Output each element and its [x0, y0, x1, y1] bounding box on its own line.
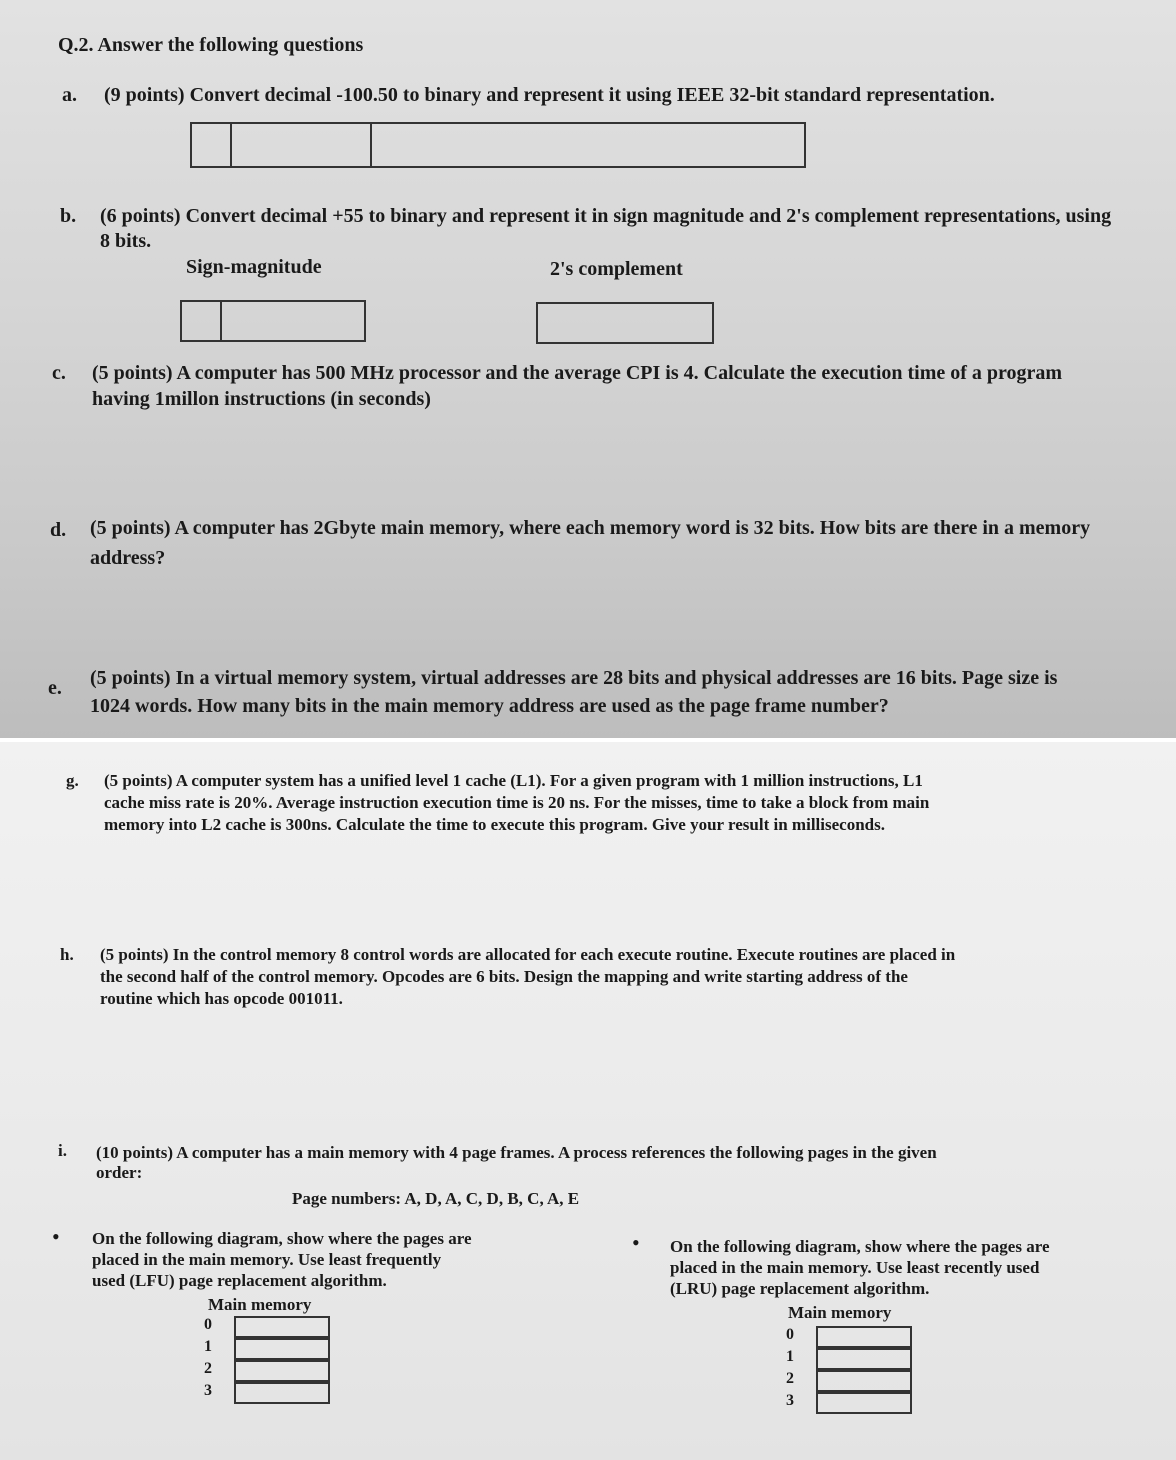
question-d-line2: address?	[90, 547, 166, 569]
question-e-line1: (5 points) In a virtual memory system, virtual addresses are 28 bits and physical addresses are 16 bits. Page size is	[90, 667, 1058, 689]
question-g-line2: cache miss rate is 20%. Average instruction execution time is 20 ns. For the misses, time to take a block from main	[104, 793, 930, 812]
lru-main-memory-title: Main memory	[788, 1303, 892, 1322]
question-g-line3: memory into L2 cache is 300ns. Calculate the time to execute this program. Give your result in milliseconds.	[104, 815, 885, 834]
sign-magnitude-label: Sign-magnitude	[186, 256, 322, 278]
page-numbers-sequence: Page numbers: A, D, A, C, D, B, C, A, E	[292, 1189, 580, 1208]
lfu-line1: On the following diagram, show where the pages are	[92, 1229, 472, 1248]
lfu-frame-index-1: 1	[204, 1338, 212, 1355]
question-d-letter: d.	[50, 519, 67, 541]
sign-bit-cell[interactable]	[182, 302, 222, 340]
lru-bullet: •	[632, 1230, 640, 1255]
ieee-sign-cell[interactable]	[192, 124, 232, 166]
lfu-frame-index-3: 3	[204, 1382, 212, 1399]
sign-magnitude-box[interactable]	[180, 300, 366, 342]
question-h-line2: the second half of the control memory. Opcodes are 6 bits. Design the mapping and write starting address of the	[100, 967, 908, 986]
question-a-text: (9 points) Convert decimal -100.50 to binary and represent it using IEEE 32-bit standard representation.	[104, 84, 995, 106]
question-h-line3: routine which has opcode 001011.	[100, 989, 343, 1008]
question-c-line2: having 1millon instructions (in seconds)	[92, 388, 431, 410]
question-e-letter: e.	[48, 677, 62, 699]
ieee-exponent-cell[interactable]	[230, 124, 372, 166]
lfu-bullet: •	[52, 1224, 60, 1249]
question-b-line2: 8 bits.	[100, 230, 152, 252]
question-d-line1: (5 points) A computer has 2Gbyte main memory, where each memory word is 32 bits. How bits are there in a memory	[90, 517, 1091, 539]
question-g-letter: g.	[66, 771, 79, 790]
lfu-frame-index-0: 0	[204, 1316, 212, 1333]
lru-frame-slot-2[interactable]	[816, 1370, 912, 1392]
lru-frame-slot-1[interactable]	[816, 1348, 912, 1370]
lfu-line3: used (LFU) page replacement algorithm.	[92, 1271, 387, 1290]
question-h-letter: h.	[60, 945, 74, 964]
question-i-letter: i.	[58, 1141, 67, 1160]
question-b-line1: (6 points) Convert decimal +55 to binary and represent it in sign magnitude and 2's complement representations, using	[100, 205, 1112, 227]
lru-frame-index-3: 3	[786, 1392, 794, 1409]
question-e-line2: 1024 words. How many bits in the main memory address are used as the page frame number?	[90, 695, 889, 717]
lfu-frame-index-2: 2	[204, 1360, 212, 1377]
lru-line3: (LRU) page replacement algorithm.	[670, 1279, 930, 1298]
ieee-answer-box[interactable]	[190, 122, 806, 168]
question-c-line1: (5 points) A computer has 500 MHz processor and the average CPI is 4. Calculate the execution time of a program	[92, 362, 1063, 384]
question-b-letter: b.	[60, 205, 77, 227]
question-h-line1: (5 points) In the control memory 8 control words are allocated for each execute routine. Execute routines are placed in	[100, 945, 956, 964]
question-a-letter: a.	[62, 84, 77, 106]
question-g-line1: (5 points) A computer system has a unified level 1 cache (L1). For a given program with 1 million instructions, L1	[104, 771, 923, 790]
lfu-line2: placed in the main memory. Use least frequently	[92, 1250, 442, 1269]
lru-line2: placed in the main memory. Use least recently used	[670, 1258, 1040, 1277]
lru-frame-index-0: 0	[786, 1326, 794, 1343]
lfu-main-memory-title: Main memory	[208, 1295, 312, 1314]
lru-frame-slot-0[interactable]	[816, 1326, 912, 1348]
question-i-line2: order:	[96, 1163, 143, 1182]
lru-frame-slot-3[interactable]	[816, 1392, 912, 1414]
twos-complement-label: 2's complement	[550, 258, 683, 280]
exam-photo-bottom	[0, 742, 1176, 1460]
page-title: Q.2. Answer the following questions	[58, 34, 364, 56]
twos-complement-box[interactable]	[536, 302, 714, 344]
lfu-frame-slot-0[interactable]	[234, 1316, 330, 1338]
question-c-letter: c.	[52, 362, 66, 384]
lfu-frame-slot-2[interactable]	[234, 1360, 330, 1382]
lru-frame-index-1: 1	[786, 1348, 794, 1365]
lfu-frame-slot-3[interactable]	[234, 1382, 330, 1404]
question-i-line1: (10 points) A computer has a main memory with 4 page frames. A process references the following pages in the given	[96, 1143, 937, 1162]
lru-frame-index-2: 2	[786, 1370, 794, 1387]
lru-line1: On the following diagram, show where the pages are	[670, 1237, 1050, 1256]
lfu-frame-slot-1[interactable]	[234, 1338, 330, 1360]
